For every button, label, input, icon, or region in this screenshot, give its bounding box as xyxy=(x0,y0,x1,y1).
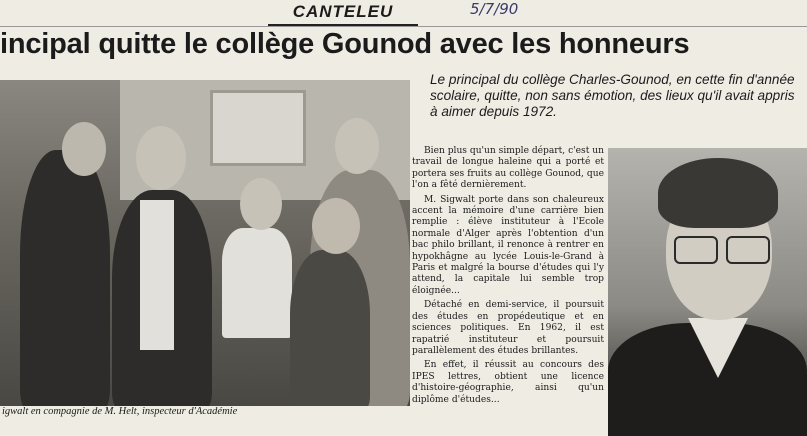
handwritten-date: 5/7/90 xyxy=(470,0,519,18)
body-paragraph: Bien plus qu'un simple départ, c'est un travail de longue haleine qui a porté et portera ses fruits au collège Gounod, que l'on a fêté dernièrement. xyxy=(412,146,604,191)
person-shirt xyxy=(140,200,174,350)
photo-window xyxy=(210,90,306,166)
body-paragraph: M. Sigwalt porte dans son chaleureux accent la mémoire d'une carrière bien remplie : élève instituteur à l'Ecole normale d'Alger après l'obtention d'un bac philo brillant, il renonce à rentrer en hypokhâgne au lycée Louis-le-Grand à Paris et malgré la bourse d'études qui l'y attend, la capitale lui semble trop éloignée... xyxy=(412,194,604,296)
person-figure xyxy=(20,150,110,406)
body-paragraph: Détaché en demi-service, il poursuit des études en propédeutique et en sciences politiques. En 1962, il est rapatrié instituteur et poursuit parallèlement des études brillantes. xyxy=(412,300,604,356)
person-head xyxy=(335,118,379,174)
portrait-photo xyxy=(608,148,807,436)
article-body xyxy=(412,146,604,409)
headline: incipal quitte le collège Gounod avec les honneurs xyxy=(0,28,690,60)
person-head xyxy=(62,122,106,176)
child-head xyxy=(312,198,360,254)
child-figure xyxy=(290,250,370,406)
lead-paragraph: Le principal du collège Charles-Gounod, en cette fin d'année scolaire, quitte, non sans émotion, des lieux qu'il avait appris à aimer depuis 1972. xyxy=(430,72,795,119)
person-head xyxy=(136,126,186,190)
child-figure xyxy=(222,228,292,338)
child-head xyxy=(240,178,282,230)
group-photo xyxy=(0,80,410,406)
portrait-glasses xyxy=(670,236,770,262)
body-paragraph: En effet, il réussit au concours des IPES lettres, obtient une licence d'histoire-géographie, ainsi qu'un diplôme d'études... xyxy=(412,360,604,405)
photo-caption: igwalt en compagnie de M. Helt, inspecteur d'Académie xyxy=(2,406,238,417)
section-kicker: CANTELEU xyxy=(268,2,418,26)
portrait-hair xyxy=(658,158,778,228)
top-rule xyxy=(0,26,807,27)
